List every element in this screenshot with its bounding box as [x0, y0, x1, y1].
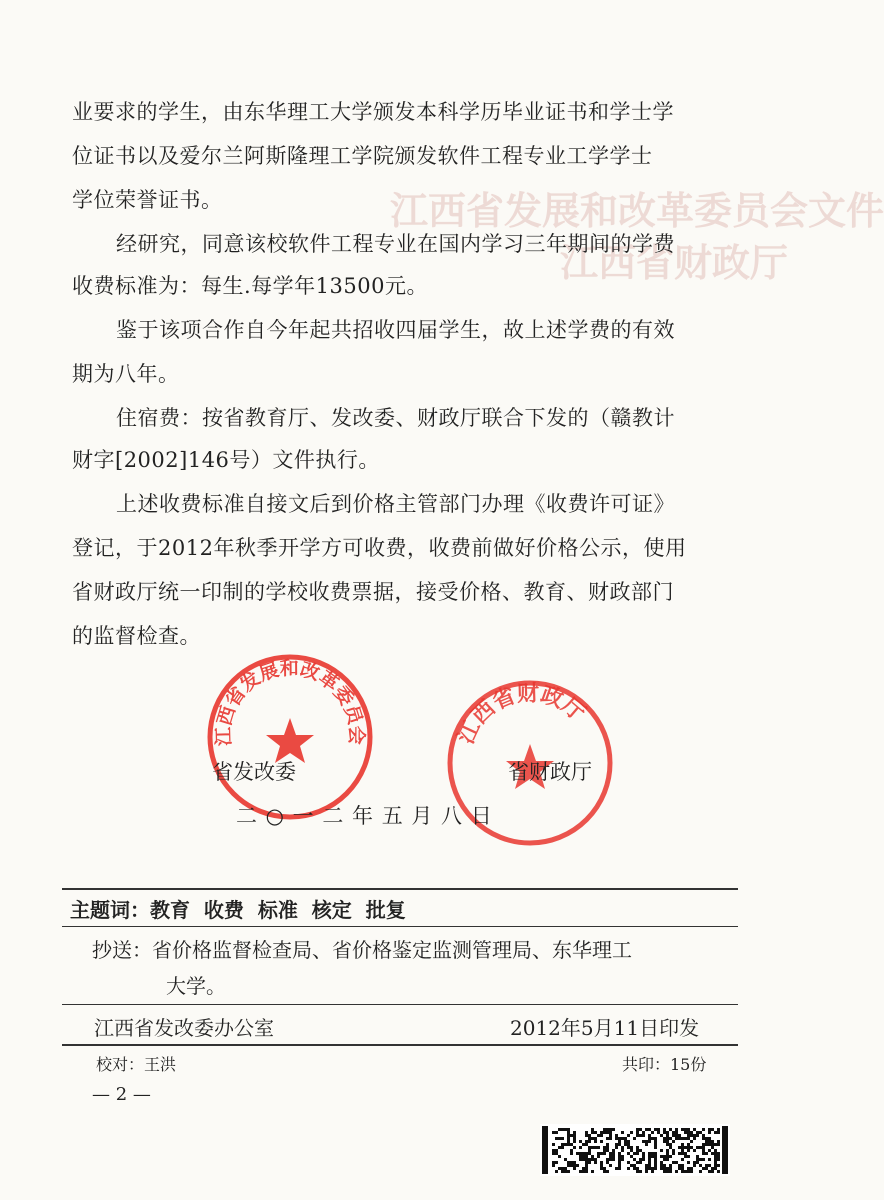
divider: [62, 926, 738, 927]
cc-label: 抄送：: [92, 938, 152, 962]
copies-count: 共印：15份: [622, 1055, 707, 1074]
body-line: 经研究，同意该校软件工程专业在国内学习三年期间的学费: [116, 232, 675, 256]
cc-list-cont: 大学。: [166, 974, 226, 998]
svg-text:江西省财政厅: [453, 680, 590, 747]
body-line: 学位荣誉证书。: [72, 188, 223, 212]
subject-keywords: [70, 894, 406, 923]
signature-finance: 省财政厅: [508, 760, 592, 784]
divider: [62, 1004, 738, 1005]
body-line: 期为八年。: [72, 362, 180, 386]
signature-ndrc: 省发改委: [212, 760, 296, 784]
ndrc-seal: [205, 652, 375, 822]
bleed-through-header: 江西省发展和改革委员会文件: [390, 188, 884, 233]
body-line: 位证书以及爱尔兰阿斯隆理工学院颁发软件工程专业工学学士: [72, 144, 653, 168]
body-line: 登记，于2012年秋季开学方可收费，收费前做好价格公示，使用: [72, 536, 687, 560]
divider: [62, 1044, 738, 1046]
cc-recipients: 省价格监督检查局、省价格鉴定监测管理局、东华理工: [152, 938, 632, 962]
divider: [62, 888, 738, 890]
barcode-icon: [540, 1124, 730, 1176]
subject-label: 主题词：: [70, 898, 150, 922]
body-line: 住宿费：按省教育厅、发改委、财政厅联合下发的（赣教计: [116, 406, 675, 430]
body-line: 业要求的学生，由东华理工大学颁发本科学历毕业证书和学士学: [72, 100, 674, 124]
subject-values: 教育 收费 标准 核定 批复: [150, 898, 406, 922]
body-line: 上述收费标准自接文后到价格主管部门办理《收费许可证》: [116, 492, 675, 516]
body-line: 鉴于该项合作自今年起共招收四届学生，故上述学费的有效: [116, 318, 675, 342]
bleed-through-header-2: 江西省财政厅: [560, 240, 789, 285]
print-date: 2012年5月11日印发: [510, 1016, 700, 1040]
proofreader: 校对：王洪: [96, 1055, 177, 1074]
body-line: 财字[2002]146号）文件执行。: [72, 448, 380, 472]
body-line: 的监督检查。: [72, 624, 201, 648]
finance-seal-text: 江西省财政厅: [452, 680, 591, 748]
issuing-office: 江西省发改委办公室: [94, 1016, 274, 1040]
cc-list: [92, 934, 632, 963]
page-number: — 2 —: [92, 1084, 151, 1105]
body-line: 省财政厅统一印制的学校收费票据，接受价格、教育、财政部门: [72, 580, 674, 604]
ndrc-seal-text: 江西省发展和改革委员会: [212, 657, 368, 747]
issue-date: 二 ○ 一 二 年 五 月 八 日: [236, 804, 492, 828]
body-line: 收费标准为：每生.每学年13500元。: [72, 274, 428, 298]
